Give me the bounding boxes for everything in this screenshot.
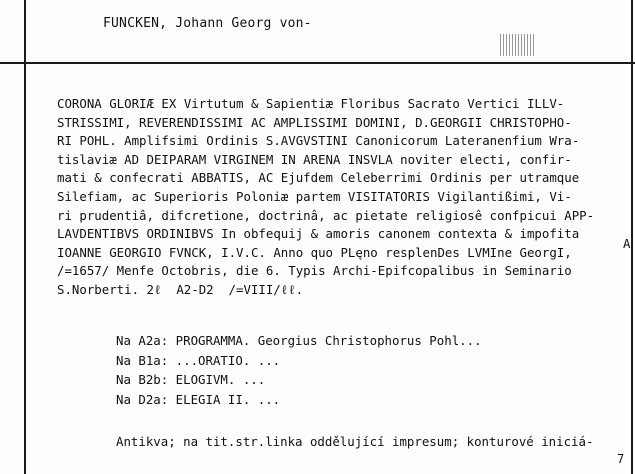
part-entry: Na A2a: PROGRAMMA. Georgius Christophorus Pohl... <box>116 333 482 348</box>
header-divider-line <box>0 62 635 64</box>
part-entry: Na B2b: ELOGIVM. ... <box>116 372 266 387</box>
card-margin-line <box>24 0 26 474</box>
title-transcription <box>57 95 629 300</box>
body-line: tislaviæ AD DEIPARAM VIRGINEM IN ARENA INSVLA noviter electi, confir- <box>57 151 572 167</box>
body-line: LAVDENTIBVS ORDINIBVS In obfequij & amoris canonem contexta & impofita <box>57 226 580 242</box>
body-line: Silefiam, ac Superioris Poloniæ partem VISITATORIS Vigilantißimi, Vi- <box>57 188 572 204</box>
stamp-mark <box>500 34 534 56</box>
body-line: CORONA GLORIÆ EX Virtutum & Sapientiæ Floribus Sacrato Vertici ILLV- <box>57 96 565 111</box>
body-line: RI POHL. Amplifsimi Ordinis S.AVGVSTINI Canonicorum Lateranenfium Wra- <box>57 133 580 149</box>
page-number: 7 <box>617 452 625 466</box>
card-heading: FUNCKEN, Johann Georg von- <box>103 16 312 31</box>
body-line: ri prudentiâ, difcretione, doctrinâ, ac pietate religiosê confpicui APP- <box>57 207 595 223</box>
body-line: IOANNE GEORGIO FVNCK, I.V.C. Anno quo PLęno resplenDes LVMIne GeorgI, <box>57 244 572 260</box>
body-line: S.Norberti. 2ℓ A2-D2 /=VIII/ℓℓ. <box>57 281 304 297</box>
part-entry: Na D2a: ELEGIA II. ... <box>116 391 281 407</box>
body-line: /=1657/ Menfe Octobris, die 6. Typis Archi-Epifcopalibus in Seminario <box>57 263 572 279</box>
typography-note: Antikva; na tit.str.linka oddělující impresum; konturové iniciá- <box>116 434 594 449</box>
margin-letter: A <box>623 236 631 251</box>
card-right-edge <box>631 0 633 474</box>
parts-list <box>116 331 482 409</box>
body-line: mati & confecrati ABBATIS, AC Ejufdem Celeberrimi Ordinis per utramque <box>57 170 580 186</box>
body-line: STRISSIMI, REVERENDISSIMI AC AMPLISSIMI DOMINI, D.GEORGII CHRISTOPHO- <box>57 114 572 130</box>
part-entry: Na B1a: ...ORATIO. ... <box>116 352 281 368</box>
